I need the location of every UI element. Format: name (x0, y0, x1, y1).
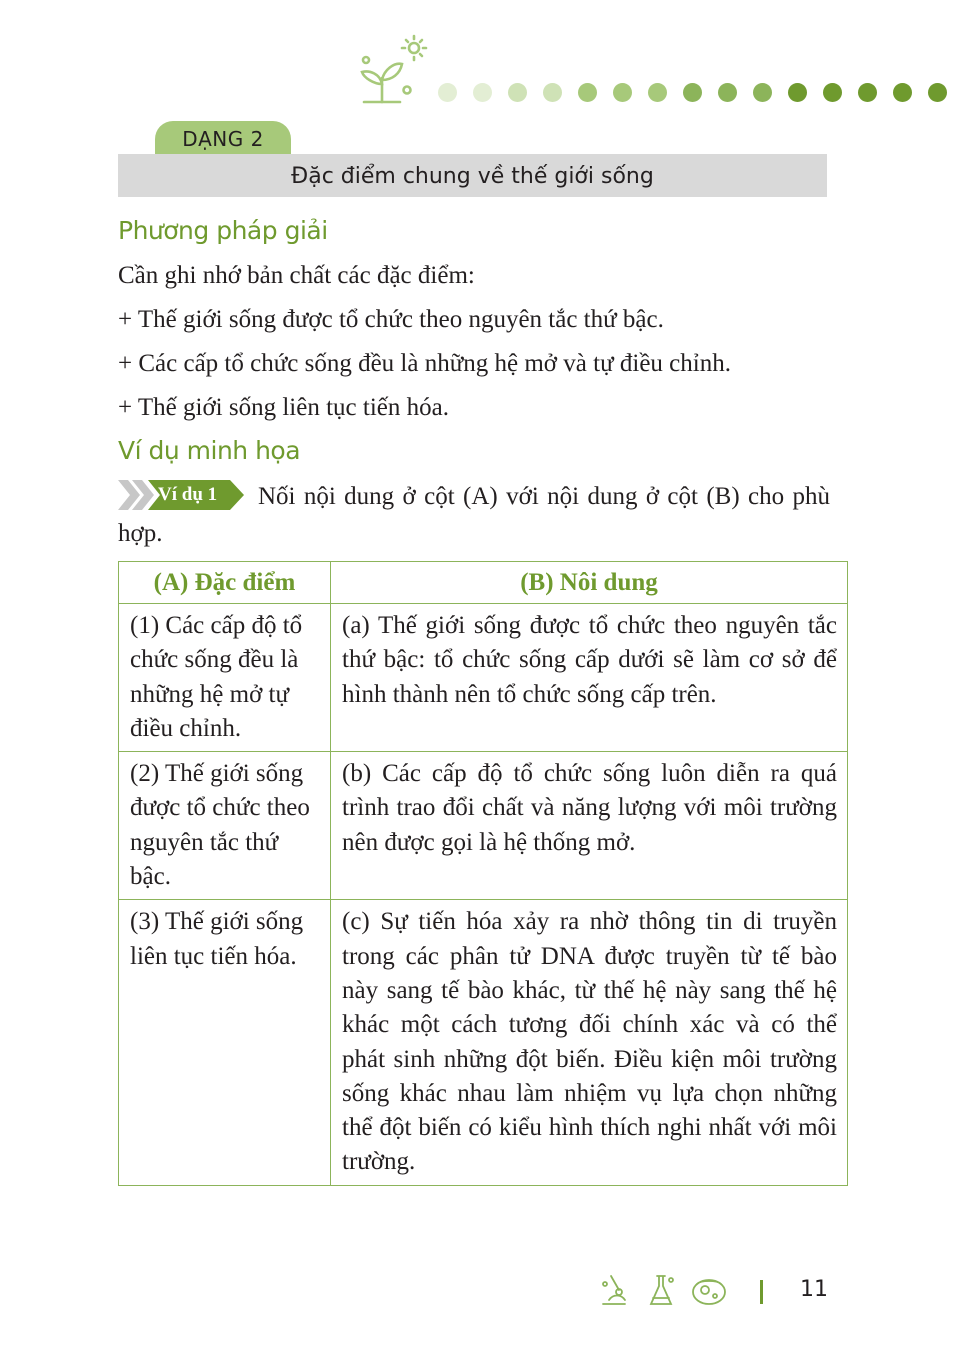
method-intro: Cần ghi nhớ bản chất các đặc điểm: (118, 262, 475, 289)
microscope-icon (603, 1276, 625, 1304)
content-cell: (a) Thế giới sống được tổ chức theo nguyên tắc thứ bậc: tổ chức sống cấp dưới sẽ làm cơ sở để hình thành nên tổ chức sống cấp trên. (331, 604, 848, 752)
header-dot (893, 83, 912, 102)
header-dot (823, 83, 842, 102)
section-type-tab: DẠNG 2 (155, 121, 291, 157)
footer-science-icons (595, 1270, 735, 1310)
header-dot (928, 83, 947, 102)
header-dot (753, 83, 772, 102)
example-question (118, 478, 830, 552)
table-header-row (119, 562, 848, 604)
feature-cell: (2) Thế giới sống được tổ chức theo nguyên tắc thứ bậc. (119, 752, 331, 900)
column-b-header: (B) Nôi dung (331, 562, 848, 604)
example-question-text: Nối nội dung ở cột (A) với nội dung ở cột (B) cho phù hợp. (118, 483, 830, 547)
method-point: + Thế giới sống được tổ chức theo nguyên tắc thứ bậc. (118, 306, 664, 333)
content-cell: (c) Sự tiến hóa xảy ra nhờ thông tin di truyền trong các phân tử DNA được truyền từ tế bào này sang tế bào khác, từ thế hệ này sang thế hệ khác một cách tương đối chính xác và có thể phát sinh những đột biến. Điều kiện môi trường sống khác nhau làm nhiệm vụ lựa chọn những thể đột biến có kiểu hình thích nghi nhất với môi trường. (331, 900, 848, 1185)
method-point: + Các cấp tổ chức sống đều là những hệ mở và tự điều chỉnh. (118, 350, 731, 377)
header-dot (438, 83, 457, 102)
section-topic: Đặc điểm chung về thế giới sống (118, 154, 827, 197)
method-point: + Thế giới sống liên tục tiến hóa. (118, 394, 449, 421)
header-dot (543, 83, 562, 102)
header-dot (508, 83, 527, 102)
example-heading: Ví dụ minh họa (118, 436, 301, 465)
header-dot (613, 83, 632, 102)
table-row (119, 900, 848, 1185)
footer-divider (760, 1280, 763, 1304)
table-row (119, 604, 848, 752)
cell-icon (693, 1280, 725, 1304)
progress-dots (438, 83, 954, 103)
feature-cell: (3) Thế giới sống liên tục tiến hóa. (119, 900, 331, 1185)
page-number: 11 (800, 1277, 828, 1302)
header-dot (788, 83, 807, 102)
method-heading: Phương pháp giải (118, 216, 328, 245)
column-a-header: (A) Đặc điểm (119, 562, 331, 604)
header-dot (648, 83, 667, 102)
header-dot (718, 83, 737, 102)
content-cell: (b) Các cấp độ tổ chức sống luôn diễn ra quá trình trao đổi chất và năng lượng với môi trường nên được gọi là hệ thống mở. (331, 752, 848, 900)
header-dot (578, 83, 597, 102)
flask-icon (651, 1276, 673, 1304)
header-dot (683, 83, 702, 102)
table-row (119, 752, 848, 900)
header-dot (858, 83, 877, 102)
feature-cell: (1) Các cấp độ tổ chức sống đều là những hệ mở tự điều chỉnh. (119, 604, 331, 752)
header-dot (473, 83, 492, 102)
matching-table (118, 561, 848, 1186)
example-badge-label: Ví dụ 1 (158, 484, 218, 505)
sprout-icon (352, 32, 432, 108)
